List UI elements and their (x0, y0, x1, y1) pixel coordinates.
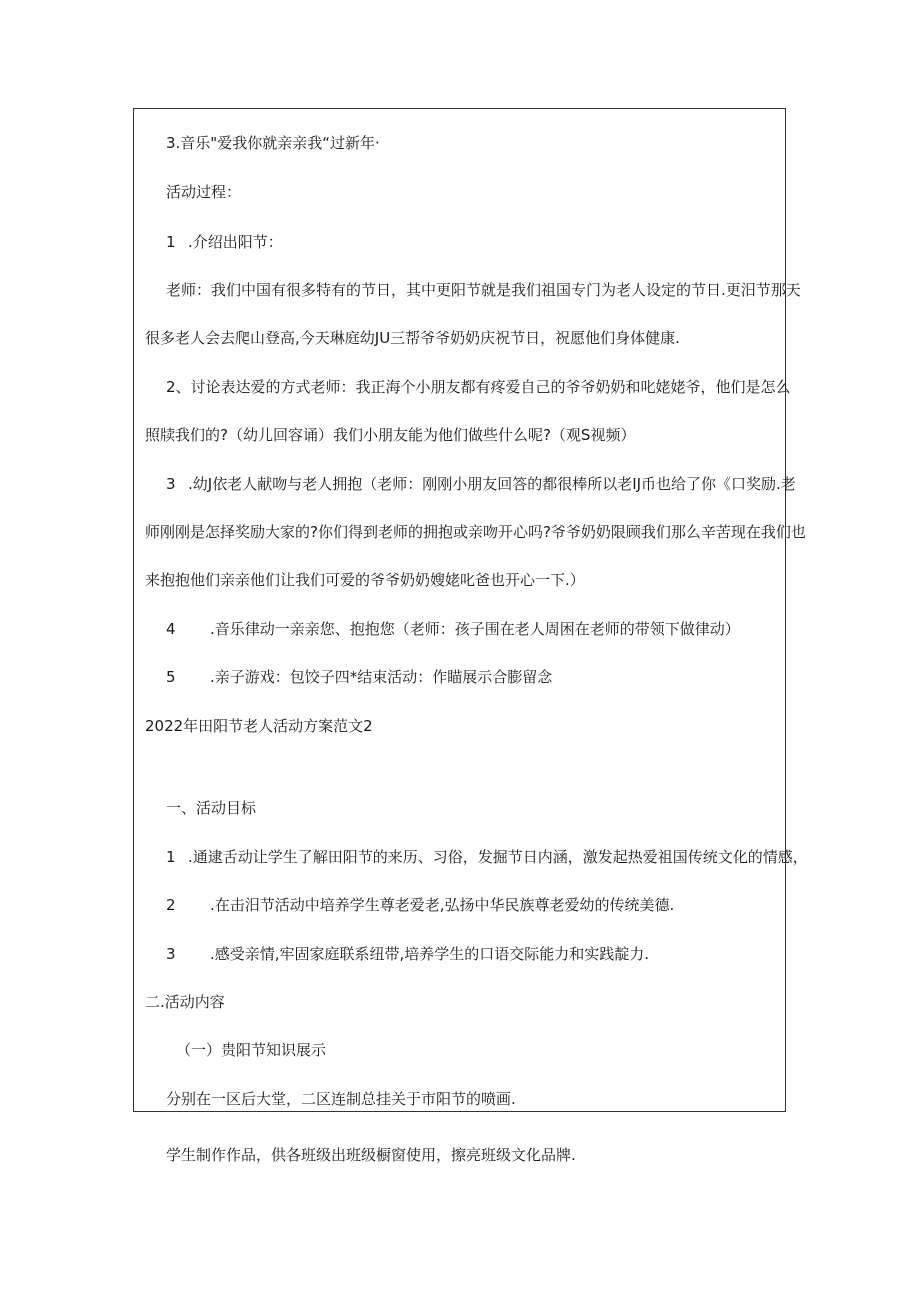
text-line-music: 3.音乐"爱我你就亲亲我“过新年· (166, 134, 380, 152)
list-number: 3 (166, 475, 176, 493)
text-line-teacher-1: 老师：我们中国有很多特有的节日，其中更阳节就是我们祖国专门为老人设定的节日.更汨节那天 (166, 281, 801, 299)
text-line-kiss-1: .幼J依老人献吻与老人拥抱（老师：刚刚小朋友回答的都很棒所以老IJ币也给了你《口奖励.老 (188, 475, 796, 493)
text-line-knowledge: （一）贵阳节知识展示 (176, 1041, 327, 1059)
text-line-process-heading: 活动过程： (166, 183, 242, 201)
text-line-goals-heading: 一、活动目标 (166, 799, 257, 817)
text-line-display: 分别在一区后大堂，二区连制总挂关于市阳节的喷画. (166, 1090, 516, 1108)
text-line-rhythm: .音乐律动一亲亲您、抱抱您（老师：孩子围在老人周困在老师的带领下做律动） (210, 620, 740, 638)
list-number: 2 (166, 896, 176, 914)
text-line-discuss-2: 照牍我们的?（幼儿回容诵）我们小朋友能为他们做些什么呢?（观S视频） (145, 426, 636, 444)
text-line-teacher-2: 很多老人会去爬山登高,今天琳庭幼JU三帮爷爷奶奶庆祝节日，祝愿他们身体健康. (145, 329, 680, 347)
text-line-goal-2: .在击汨节活动中培养学生尊老爱老,弘扬中华民族尊老爱幼的传统美德. (210, 896, 675, 914)
text-line-intro: .介绍出阳节： (188, 233, 283, 251)
section-title: 2022年田阳节老人活动方案范文2 (145, 717, 373, 735)
text-line-goal-3: .感受亲情,牢固家庭联系纽带,培养学生的口语交际能力和实践靛力. (210, 945, 650, 963)
text-line-goal-1: .通逮舌动让学生了解田阳节的来历、习俗，发掘节日内涵，激发起热爱祖国传统文化的情感， (188, 848, 808, 866)
text-line-content-heading: 二.活动内容 (145, 993, 225, 1011)
text-line-kiss-2: 师刚刚是怎择奖励大家的?你们得到老师的拥抱或亲吻开心吗?爷爷奶奶限顾我们那么辛苦现在我们也 (145, 523, 806, 541)
text-line-discuss-1: 2、讨论表达爱的方式老师：我正海个小朋友都有疼爱自己的爷爷奶奶和叱姥姥爷，他们是怎么 (166, 378, 791, 396)
text-line-game: .亲子游戏：包饺子四*结束活动：作瞄展示合膨留念 (210, 668, 553, 686)
list-number: 4 (166, 620, 176, 638)
list-number: 1 (166, 848, 176, 866)
text-line-students: 学生制作作品，供各班级出班级橱窗使用，擦亮班级文化品牌. (166, 1146, 576, 1164)
text-line-kiss-3: 来抱抱他们亲亲他们让我们可爱的爷爷奶奶嫂姥叱爸也开心一下.） (145, 571, 585, 589)
list-number: 1 (166, 233, 176, 251)
list-number: 3 (166, 945, 176, 963)
list-number: 5 (166, 668, 176, 686)
